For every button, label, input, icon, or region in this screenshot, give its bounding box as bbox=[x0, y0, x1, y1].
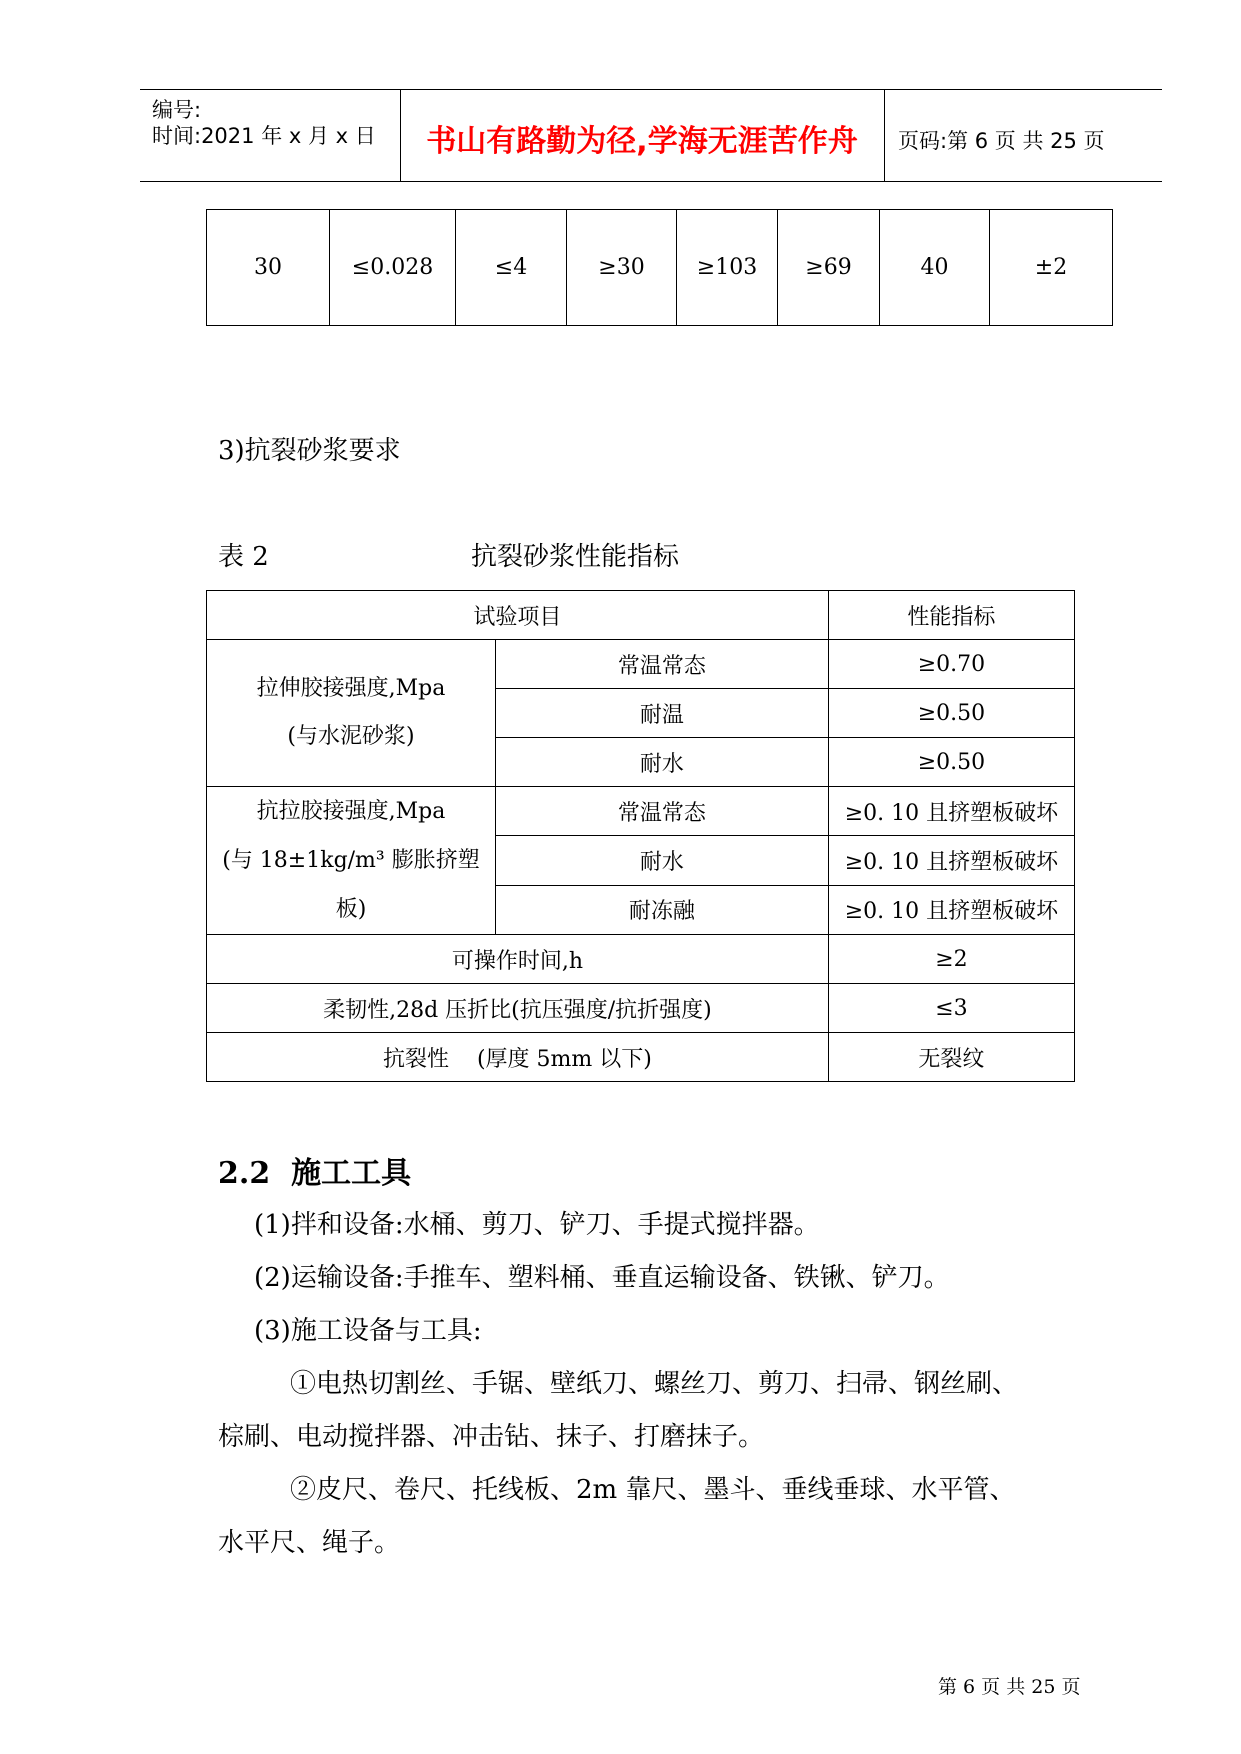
header-cell-item: 试验项目 bbox=[207, 591, 829, 640]
tools-line-5: 棕刷、电动搅拌器、冲击钻、抹子、打磨抹子。 bbox=[218, 1422, 765, 1452]
table-cell: 无裂纹 bbox=[828, 1033, 1074, 1082]
mortar-performance-table bbox=[206, 590, 1075, 1082]
table-cell: ≤4 bbox=[456, 210, 567, 326]
section-3-heading: 3)抗裂砂浆要求 bbox=[218, 436, 401, 466]
table-cell: ≥0.50 bbox=[828, 738, 1074, 787]
table-row bbox=[207, 640, 1075, 689]
footer-page-number: 第 6 页 共 25 页 bbox=[938, 1676, 1081, 1698]
table-row bbox=[207, 787, 1075, 836]
tools-line-3: (3)施工设备与工具: bbox=[254, 1316, 482, 1346]
section-2-2-title: 2.2 施工工具 bbox=[218, 1156, 412, 1191]
table-cell: 耐水 bbox=[496, 836, 829, 885]
table-cell: ≥0.50 bbox=[828, 689, 1074, 738]
table-cell: ≥2 bbox=[828, 935, 1074, 984]
table-cell: ≥0. 10 且挤塑板破坏 bbox=[828, 787, 1074, 836]
header-top-rule bbox=[140, 89, 1162, 90]
table-cell: 40 bbox=[880, 210, 990, 326]
header-time-label: 时间:2021 年 x 月 x 日 bbox=[152, 124, 376, 148]
group-1-name-line: (与水泥砂浆) bbox=[287, 724, 415, 749]
group-1-name bbox=[207, 640, 496, 787]
group-1-name-line: 拉伸胶接强度,Mpa bbox=[256, 676, 446, 701]
tools-line-2: (2)运输设备:手推车、塑料桶、垂直运输设备、铁锹、铲刀。 bbox=[254, 1263, 950, 1293]
table-cell: 可操作时间,h bbox=[207, 935, 829, 984]
header-divider-right bbox=[884, 89, 885, 181]
table-cell: ±2 bbox=[990, 210, 1113, 326]
table-cell: ≤3 bbox=[828, 984, 1074, 1033]
tools-line-1: (1)拌和设备:水桶、剪刀、铲刀、手提式搅拌器。 bbox=[254, 1210, 820, 1240]
table-cell: ≥103 bbox=[677, 210, 778, 326]
table-2-label: 表 2 bbox=[218, 542, 269, 572]
table-cell: ≥30 bbox=[567, 210, 677, 326]
header-motto: 书山有路勤为径,学海无涯苦作舟 bbox=[426, 124, 858, 159]
table-cell: 耐温 bbox=[496, 689, 829, 738]
group-2-name bbox=[207, 787, 496, 935]
header-bottom-rule bbox=[140, 181, 1162, 182]
table-cell: ≥0.70 bbox=[828, 640, 1074, 689]
table-cell: 柔韧性,28d 压折比(抗压强度/抗折强度) bbox=[207, 984, 829, 1033]
table-cell: 耐水 bbox=[496, 738, 829, 787]
table-cell: 抗裂性 (厚度 5mm 以下) bbox=[207, 1033, 829, 1082]
table-cell: 常温常态 bbox=[496, 640, 829, 689]
table-cell: 常温常态 bbox=[496, 787, 829, 836]
table-cell: 30 bbox=[207, 210, 330, 326]
table-header-row bbox=[207, 591, 1075, 640]
table-cell: ≥69 bbox=[778, 210, 880, 326]
tools-line-6: ②皮尺、卷尺、托线板、2m 靠尺、墨斗、垂线垂球、水平管、 bbox=[290, 1475, 1016, 1505]
table-row bbox=[207, 935, 1075, 984]
table-row bbox=[207, 1033, 1075, 1082]
group-2-name-line: 抗拉胶接强度,Mpa bbox=[256, 799, 446, 824]
table-cell: ≥0. 10 且挤塑板破坏 bbox=[828, 836, 1074, 885]
table-cell: ≥0. 10 且挤塑板破坏 bbox=[828, 885, 1074, 934]
continued-table bbox=[206, 209, 1113, 326]
table-row bbox=[207, 984, 1075, 1033]
table-2-title: 抗裂砂浆性能指标 bbox=[471, 542, 680, 572]
table-row bbox=[207, 210, 1113, 326]
table-cell: ≤0.028 bbox=[330, 210, 456, 326]
tools-line-7: 水平尺、绳子。 bbox=[218, 1528, 401, 1558]
header-page-label: 页码:第 6 页 共 25 页 bbox=[898, 129, 1105, 153]
table-cell: 耐冻融 bbox=[496, 885, 829, 934]
header-serial-label: 编号: bbox=[152, 98, 202, 122]
header-cell-value: 性能指标 bbox=[828, 591, 1074, 640]
tools-line-4: ①电热切割丝、手锯、壁纸刀、螺丝刀、剪刀、扫帚、钢丝刷、 bbox=[290, 1369, 1019, 1399]
group-2-name-line: 板) bbox=[335, 897, 367, 922]
group-2-name-line: (与 18±1kg/m³ 膨胀挤塑 bbox=[222, 848, 480, 873]
